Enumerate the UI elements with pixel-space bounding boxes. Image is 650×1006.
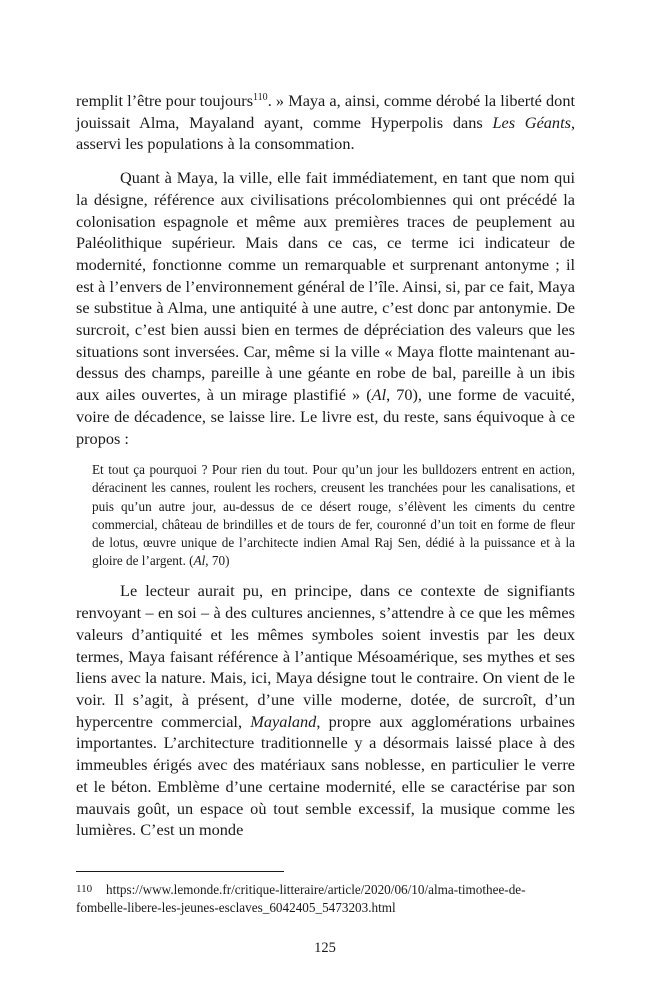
paragraph-1-text-c: , asservi les populations à la consommation. (76, 112, 576, 154)
block-quote (92, 461, 575, 570)
footnote-url: https://www.lemonde.fr/critique-litteraire/article/2020/06/10/alma-timothee-de-fombelle-libere-les-jeunes-esclaves_6042405_5473203.html (76, 882, 526, 915)
paragraph-2-text-a: Quant à Maya, la ville, elle fait immédiatement, en tant que nom qui la désigne, référence aux civilisations précolombiennes qui ont précédé la colonisation espagnole et même aux premières traces de peuplement au Paléolithique supérieur. Mais dans ce cas, ce terme ici indicateur de modernité, fonctionne comme un remarquable et surprenant antonyme ; il est à l’envers de l’environnement général de l’île. Ainsi, si, par ce fait, Maya se substitue à Alma, une antiquité à une autre, c’est donc par antonymie. De surcroit, c’est bien aussi bien en termes de dépréciation des valeurs que les situations sont inversées. Car, même si la ville « Maya flotte maintenant au-dessus des champs, pareille à une géante en robe de bal, pareille à un ibis aux ailes ouvertes, à un mirage plastifié » ( (76, 168, 575, 405)
mayaland-italic: Mayaland (250, 711, 317, 731)
block-quote-text-b: , 70) (205, 553, 230, 569)
footnote-reference: 110 (253, 92, 268, 103)
paragraph-3-text-b: , propre aux agglomérations urbaines importantes. L’architecture traditionnelle y a désormais laissé place à des immeubles érigés avec des matériaux sans noblesse, en particulier le verre et le béton. Emblème d’une certaine modernité, elle se caractérise par son mauvais goût, un espace où tout semble excessif, la musique comme les lumières. C’est un monde (76, 711, 575, 840)
page-number: 125 (314, 940, 336, 956)
citation-abbreviation: Al (193, 553, 206, 569)
footnote-number: 110 (76, 883, 93, 895)
footnote (76, 880, 575, 917)
paragraph-3-text-a: Le lecteur aurait pu, en principe, dans ce contexte de signifiants renvoyant – en soi – à des cultures anciennes, s’attendre à ce que les mêmes valeurs d’antiquité et les mêmes symboles soient investis par les deux termes, Maya faisant référence à l’antique Mésoamérique, ses mythes et ses liens avec la nature. Mais, ici, Maya désigne tout le contraire. On vient de le voir. Il s’agit, à présent, d’une ville moderne, dotée, de surcroît, d’un hypercentre commercial, (76, 581, 575, 731)
footnote-divider (76, 871, 284, 872)
book-title-italic: Les Géants (492, 112, 571, 132)
paragraph-1 (76, 90, 575, 155)
paragraph-1-text-b: . » Maya a, ainsi, comme dérobé la liberté dont jouissait Alma, Mayaland ayant, comme Hyperpolis dans (76, 91, 575, 132)
paragraph-3 (76, 580, 575, 840)
paragraph-2-text-b: , 70), une forme de vacuité, voire de décadence, se laisse lire. Le livre est, du reste, sans équivoque à ce propos : (76, 385, 575, 448)
citation-abbreviation: Al (371, 385, 387, 405)
block-quote-text-a: Et tout ça pourquoi ? Pour rien du tout. Pour qu’un jour les bulldozers entrent en action, déracinent les cannes, roulent les rochers, creusent les tranchées pour les canalisations, et puis qu’un autre jour, au-dessus de ce désert rouge, s’élèvent les ciments du centre commercial, château de brindilles et de tours de fer, couronné d’un toit en forme de fleur de lotus, œuvre unique de l’architecte indien Amal Raj Sen, dédié à la puissance et à la gloire de l’argent. ( (92, 462, 575, 569)
paragraph-2 (76, 167, 575, 449)
body-text (76, 90, 575, 841)
paragraph-1-text-a: remplit l’être pour toujours (76, 91, 254, 110)
